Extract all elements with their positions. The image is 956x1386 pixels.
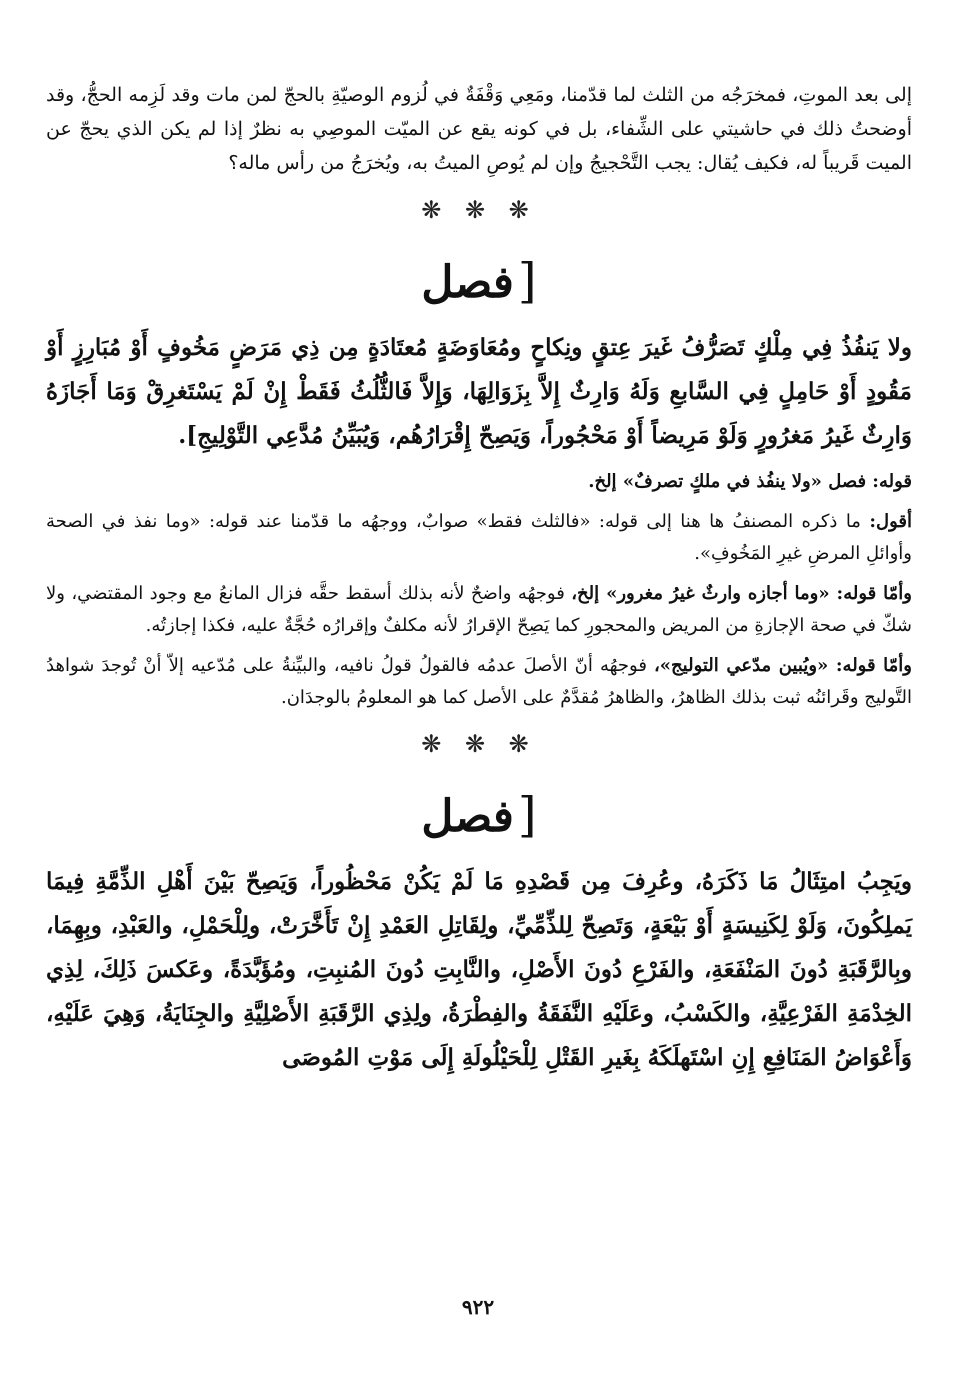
commentary-lead: أقول: xyxy=(869,511,912,532)
section-separator: ❋ ❋ ❋ xyxy=(421,730,537,758)
section-heading-1 xyxy=(46,242,912,320)
commentary-text: فوجهُه أنّ الأصلَ عدمُه فالقولُ قولُ نافيه، والبيِّنةُ على مُدّعيه إلاّ أنْ تُوجدَ شواهدُ التَّوليج وقَرائنُه ثبت بذلك الظاهرُ، والظاهرُ مُقدَّمٌ على الأصل كما هو المعلومُ بالوجدَان. xyxy=(46,655,912,708)
commentary-lead: وأمّا قوله: «ويُبين مدّعي التوليج»، xyxy=(653,655,912,676)
heading-text: فصل xyxy=(421,257,514,308)
commentary-paragraph xyxy=(46,650,912,714)
matn-text-2: ويَجِبُ امتِثَالُ مَا ذَكَرَهُ، وعُرِفَ مِن قَصْدِهِ مَا لَمْ يَكُنْ مَحْظُوراً، وَيَصِحّ بَيْنَ أَهْلِ الذِّمَّةِ فِيمَا يَملِكُونَ، وَلَوْ لِكَنِيسَةٍ أَوْ بَيْعَةٍ، وَتَصِحّ لِلذِّمِّيِّ، ولِقَاتِلِ العَمْدِ إِنْ تَأَخَّرَتْ، ولِلْحَمْلِ، والعَبْدِ، وبِهِمَا، وبِالرَّقَبَةِ دُونَ المَنْفَعَةِ، والفَرْعِ دُونَ الأَصْلِ، والنَّابِتِ دُونَ المُنبِتِ، ومُؤَبَّدَةً، وعَكسَ ذَلِكَ، لِذِي الخِدْمَةِ الفَرْعِيَّةِ، والكَسْبُ، وعَلَيْهِ النَّفَقَةُ والفِطْرَةُ، ولِذِي الرَّقَبَةِ الأَصْلِيَّةِ والجِنَايَةُ، وَهِيَ عَلَيْهِ، وَأَعْوَاضُ المَنَافِعِ إِنِ اسْتَهلَكَهُ بِغَيرِ القَتْلِ لِلْحَيْلُولَةِ إِلَى مَوْتِ المُوصَى xyxy=(46,868,912,1071)
heading-bracket: [ xyxy=(517,253,537,309)
page-number: ٩٢٢ xyxy=(461,1295,495,1319)
heading-text: فصل xyxy=(421,791,514,842)
commentary-paragraph xyxy=(46,578,912,642)
commentary-lead: قوله: فصل «ولا ينفُذ في ملكٍ تصرفٌ» إلخ. xyxy=(588,471,912,492)
matn-text-1: ولا يَنفُذُ فِي مِلْكٍ تَصَرُّفُ غَيرَ عِتقٍ ونِكاحٍ ومُعَاوَضَةٍ مُعتَادَةٍ مِن ذِي مَرَضٍ مَخُوفٍ أَوْ مُبَارِزٍ أَوْ مَقُودٍ أَوْ حَامِلٍ فِي السَّابعِ وَلَهُ وَارِثٌ إِلاَّ بِزَوَالِهَا، وَإِلاَّ فَالثُّلُثُ فَقَطْ إِنْ لَمْ يَسْتَغرِقْ وَمَا أَجَازَهُ وَارِثٌ غَيرُ مَغرُورٍ وَلَوْ مَرِيضاً أَوْ مَحْجُوراً، وَيَصِحّ إِقْرَارُهُم، وَيُبَيِّنُ مُدَّعِي التَّوْلِيجِ]. xyxy=(46,334,912,449)
section-heading-2 xyxy=(46,776,912,854)
commentary-lead: وأمّا قوله: «وما أجازه وارثٌ غيرُ مغرور» إلخ، xyxy=(571,583,912,604)
heading-bracket: [ xyxy=(517,787,537,843)
section-separator: ❋ ❋ ❋ xyxy=(421,196,537,224)
commentary-paragraph xyxy=(46,506,912,570)
commentary-text: ما ذكره المصنفُ ها هنا إلى قوله: «فالثلث فقط» صوابٌ، ووجهُه ما قدّمنا عند قوله: «وما نفذ في الصحة وأوائلِ المرضِ غيرِ المَخُوفِ». xyxy=(46,511,912,564)
commentary-paragraph xyxy=(46,466,912,498)
commentary-text: فوجهُه واضحٌ لأنه بذلك أسقط حقَّه فزال المانعُ مع وجود المقتضي، ولا شكّ في صحة الإجازةِ من المريض والمحجورِ كما يَصِحّ الإقرارُ لأنه مكلفٌ وإقرارُه حُجَّةٌ عليه، فكذا إجازتُه. xyxy=(46,583,912,636)
page-body xyxy=(46,78,912,1080)
opening-paragraph: إلى بعد الموتِ، فمخرَجُه من الثلث لما قدّمنا، ومَعِي وَقْفَةٌ في لُزوم الوصيّةِ بالحجّ لمن مات وقد لَزِمه الحجُّ، وقد أوضحتُ ذلك في حاشيتي على الشِّفاء، بل في كونه يقع عن الميّت الموصِي به نظرٌ إذا لم يكن الذي يحجّ عن الميت قَريباً له، فكيف يُقال: يجب التَّحْجيجُ وإن لم يُوصِ الميتُ به، ويُخرَجُ من رأس ماله؟ xyxy=(46,84,912,174)
